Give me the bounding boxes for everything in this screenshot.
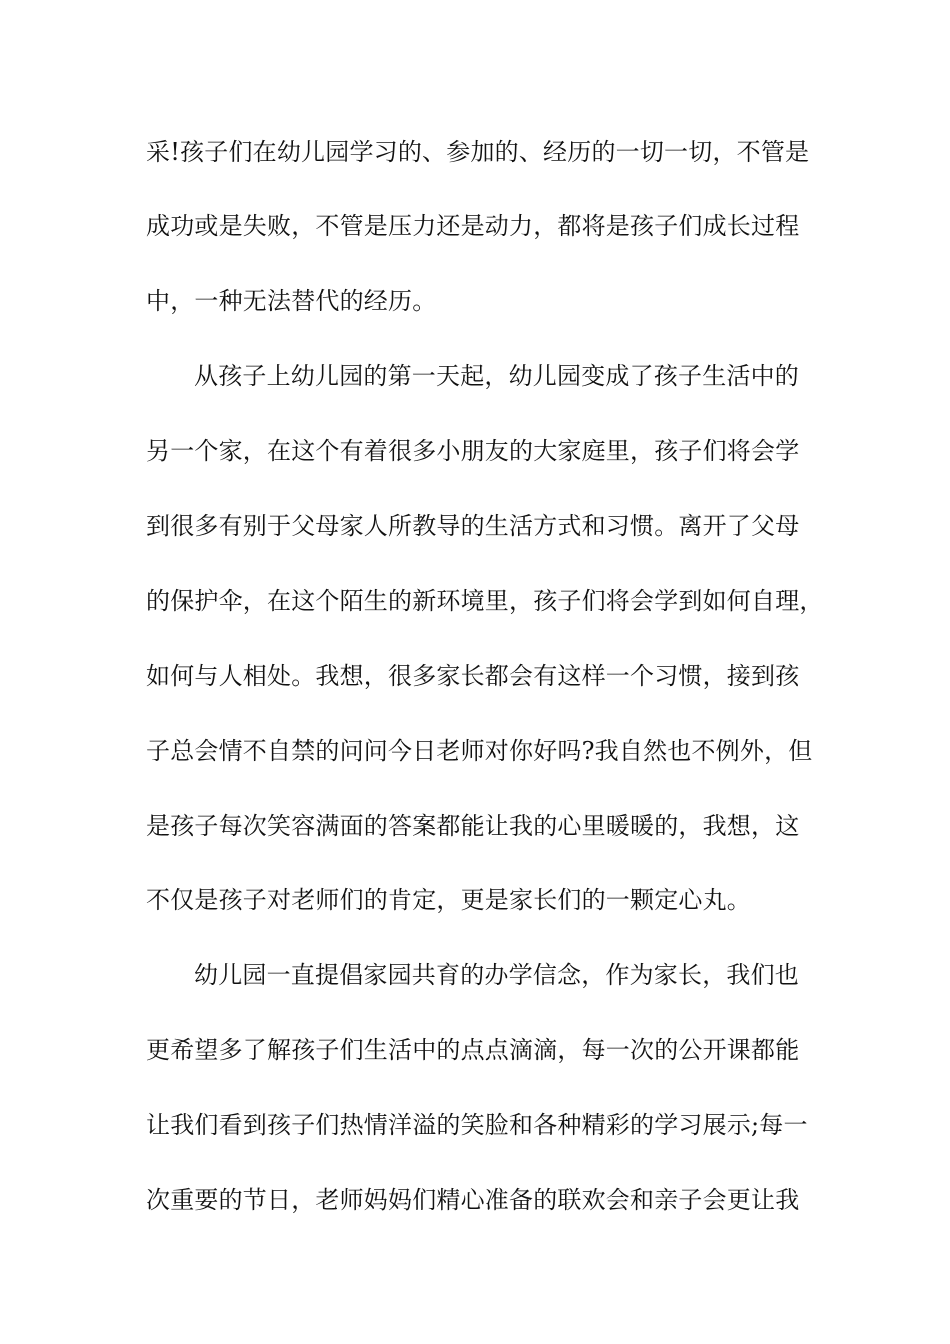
text-line: 成功或是失败，不管是压力还是动力，都将是孩子们成长过程 bbox=[146, 212, 800, 240]
paragraph-start-line: 从孩子上幼儿园的第一天起，幼儿园变成了孩子生活中的 bbox=[194, 362, 799, 390]
text-line: 次重要的节日，老师妈妈们精心准备的联欢会和亲子会更让我 bbox=[146, 1186, 800, 1214]
text-line: 到很多有别于父母家人所教导的生活方式和习惯。离开了父母 bbox=[146, 512, 800, 540]
text-line: 另一个家，在这个有着很多小朋友的大家庭里，孩子们将会学 bbox=[146, 437, 800, 465]
text-line: 中，一种无法替代的经历。 bbox=[146, 287, 437, 315]
text-line: 的保护伞，在这个陌生的新环境里，孩子们将会学到如何自理， bbox=[146, 587, 824, 615]
paragraph-start-line: 幼儿园一直提倡家园共育的办学信念，作为家长，我们也 bbox=[194, 961, 799, 989]
text-line: 子总会情不自禁的问问今日老师对你好吗?我自然也不例外，但 bbox=[146, 737, 813, 765]
text-line: 让我们看到孩子们热情洋溢的笑脸和各种精彩的学习展示;每一 bbox=[146, 1111, 808, 1139]
text-line: 是孩子每次笑容满面的答案都能让我的心里暖暖的，我想，这 bbox=[146, 812, 800, 840]
text-line: 不仅是孩子对老师们的肯定，更是家长们的一颗定心丸。 bbox=[146, 886, 751, 914]
text-line: 如何与人相处。我想，很多家长都会有这样一个习惯，接到孩 bbox=[146, 662, 800, 690]
text-line: 采!孩子们在幼儿园学习的、参加的、经历的一切一切，不管是 bbox=[146, 138, 810, 166]
text-line: 更希望多了解孩子们生活中的点点滴滴，每一次的公开课都能 bbox=[146, 1036, 800, 1064]
